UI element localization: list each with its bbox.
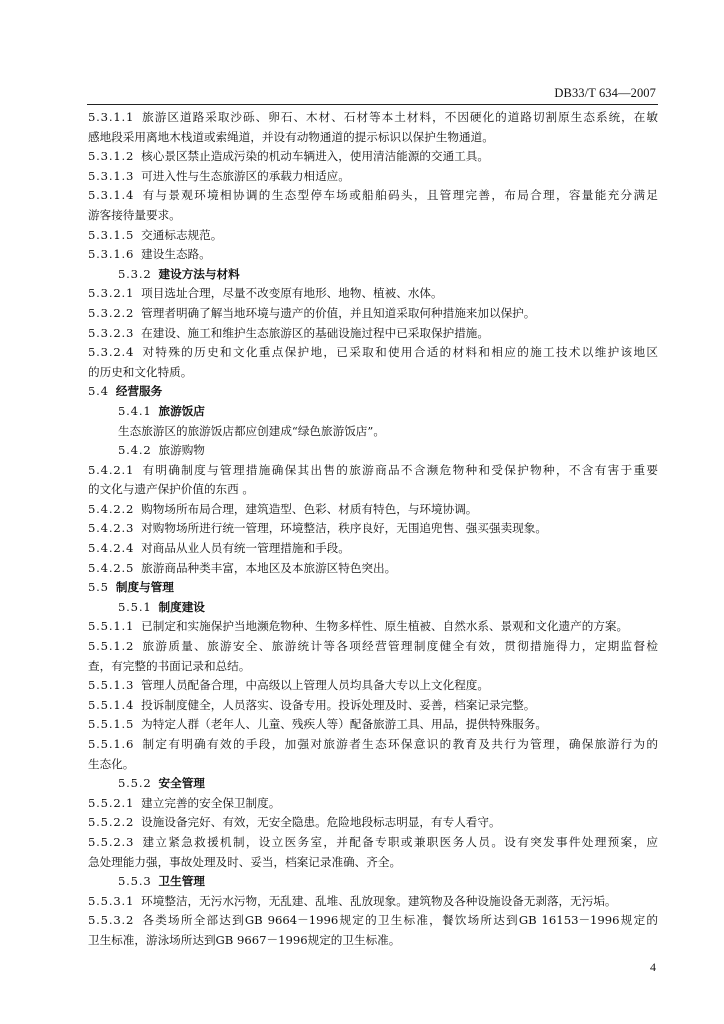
text-line [88, 284, 658, 304]
continuation-text: 游客接待量要求。 [88, 207, 181, 222]
text-line [88, 108, 658, 128]
text-line [88, 774, 658, 794]
clause-number: 5.5.2.1 [88, 795, 135, 810]
clause-text: 建立紧急救援机制，设立医务室，并配备专职或兼职医务人员。设有突发事件处理预案，应 [141, 834, 658, 849]
text-line [88, 245, 658, 265]
text-line [88, 833, 658, 853]
clause-text: 管理人员配备合理，中高级以上管理人员均具备大专以上文化程度。 [141, 678, 489, 693]
text-line [88, 500, 658, 520]
clause-text: 环境整洁，无污水污物，无乱建、乱堆、乱放现象。建筑物及各种设施设备无剥落，无污垢。 [141, 893, 617, 908]
clause-number: 5.5.1.6 [88, 737, 135, 751]
text-line [88, 598, 658, 618]
text-line [88, 853, 658, 873]
clause-number: 5.5.2.3 [88, 834, 135, 849]
header-rule [87, 104, 658, 105]
clause-number: 5.5 [88, 580, 109, 595]
continuation-text: 的历史和文化特质。 [88, 364, 193, 379]
text-line [88, 539, 658, 559]
text-line [88, 931, 658, 951]
clause-number: 5.4.2.2 [88, 501, 135, 516]
clause-number: 5.5.2 [118, 776, 152, 791]
text-line [88, 461, 658, 481]
text-line [88, 657, 658, 677]
clause-text: 各类场所全部达到GB 9664－1996规定的卫生标准，餐饮场所达到GB 16153－1996规定的 [141, 913, 658, 928]
text-line [88, 382, 658, 402]
clause-number: 5.4.2.5 [88, 560, 135, 575]
text-line [88, 715, 658, 735]
text-line [88, 696, 658, 716]
clause-text: 设施设备完好、有效，无安全隐患。危险地段标志明显，有专人看守。 [141, 815, 501, 830]
clause-number: 5.3.2.1 [88, 286, 135, 301]
text-line [88, 559, 658, 579]
document-body [88, 108, 658, 951]
clause-text: 建立完善的安全保卫制度。 [141, 795, 281, 810]
clause-number: 5.5.1.2 [88, 639, 135, 654]
clause-number: 5.3.2.2 [88, 305, 135, 320]
clause-number: 5.5.1.4 [88, 697, 135, 712]
clause-text: 经营服务 [115, 384, 163, 399]
clause-text: 对商品从业人员有统一管理措施和手段。 [141, 541, 350, 556]
text-line [88, 637, 658, 657]
text-line [88, 147, 658, 167]
clause-text: 制度建设 [158, 599, 205, 614]
text-line [88, 794, 658, 814]
clause-text: 管理者明确了解当地环境与遗产的价值，并且知道采取何种措施来加以保护。 [141, 305, 536, 320]
clause-text: 已制定和实施保护当地濒危物种、生物多样性、原生植被、自然水系、景观和文化遗产的方案。 [141, 619, 629, 634]
clause-text: 对特殊的历史和文化重点保护地，已采取和使用合适的材料和相应的施工技术以维护该地区 [141, 345, 658, 360]
continuation-text: 感地段采用离地木栈道或索绳道，并设有动物通道的提示标识以保护生物通道。 [88, 129, 494, 144]
clause-number: 5.5.1 [118, 599, 152, 614]
clause-number: 5.4.1 [118, 403, 152, 418]
clause-text: 核心景区禁止造成污染的机动车辆进入，使用清洁能源的交通工具。 [141, 149, 489, 164]
text-line [88, 402, 658, 422]
clause-text: 旅游商品种类丰富，本地区及本旅游区特色突出。 [141, 560, 397, 575]
clause-text: 制度与管理 [115, 580, 174, 595]
clause-text: 旅游购物 [158, 443, 205, 458]
continuation-text: 急处理能力强，事故处理及时、妥当，档案记录准确、齐全。 [88, 854, 402, 869]
text-line [88, 226, 658, 246]
clause-number: 5.4.2 [118, 443, 152, 458]
clause-number: 5.5.2.2 [88, 815, 135, 830]
clause-text: 建设生态路。 [141, 247, 211, 262]
clause-text: 旅游质量、旅游安全、旅游统计等各项经营管理制度健全有效，贯彻措施得力，定期监督检 [141, 639, 658, 654]
clause-text: 旅游饭店 [158, 403, 205, 418]
clause-number: 5.5.1.5 [88, 717, 135, 732]
continuation-text: 的文化与遗产保护价值的东西 。 [88, 482, 254, 497]
clause-text: 安全管理 [158, 776, 205, 791]
text-line [88, 343, 658, 363]
doc-code-header: DB33/T 634—2007 [554, 86, 656, 100]
clause-number: 5.3.1.3 [88, 168, 135, 183]
continuation-text: 生态化。 [88, 756, 135, 771]
clause-number: 5.3.1.4 [88, 188, 135, 203]
text-line [88, 892, 658, 912]
clause-number: 5.4.2.4 [88, 541, 135, 556]
clause-number: 5.5.3.2 [88, 913, 135, 928]
clause-number: 5.3.2.3 [88, 325, 135, 340]
clause-number: 5.5.3 [118, 874, 152, 889]
continuation-text: 卫生标准，游泳场所达到GB 9667－1996规定的卫生标准。 [88, 932, 401, 947]
clause-number: 5.4 [88, 384, 109, 399]
text-line [88, 128, 658, 148]
text-line [88, 617, 658, 637]
clause-text: 建设方法与材料 [158, 266, 240, 281]
text-line [88, 441, 658, 461]
text-line [88, 911, 658, 931]
clause-text: 为特定人群（老年人、儿童、残疾人等）配备旅游工具、用品，提供特殊服务。 [141, 717, 547, 732]
clause-text: 旅游区道路采取沙砾、卵石、木材、石材等本土材料，不因硬化的道路切割原生态系统，在敏 [141, 110, 658, 124]
clause-number: 5.3.2 [118, 266, 152, 281]
text-line [88, 422, 658, 442]
clause-text: 购物场所布局合理，建筑造型、色彩、材质有特色，与环境协调。 [141, 501, 478, 516]
text-line [88, 167, 658, 187]
text-line [88, 872, 658, 892]
text-line [88, 735, 658, 755]
continuation-text: 查，有完整的书面记录和总结。 [88, 658, 251, 673]
clause-text: 投诉制度健全，人员落实、设备专用。投诉处理及时、妥善，档案记录完整。 [141, 697, 536, 712]
clause-number: 5.3.1.2 [88, 149, 135, 164]
clause-number: 5.5.1.1 [88, 619, 135, 634]
page-number: 4 [650, 960, 656, 974]
clause-number: 5.3.1.6 [88, 247, 135, 262]
clause-number: 5.3.2.4 [88, 345, 135, 360]
text-line [88, 304, 658, 324]
text-line [88, 186, 658, 206]
text-line [88, 755, 658, 775]
clause-number: 5.4.2.3 [88, 521, 135, 536]
clause-number: 5.5.3.1 [88, 893, 135, 908]
text-line [88, 324, 658, 344]
clause-number: 5.3.1.5 [88, 227, 135, 242]
clause-text: 有与景观环境相协调的生态型停车场或船舶码头，且管理完善，布局合理，容量能充分满足 [141, 188, 658, 203]
clause-text: 交通标志规范。 [141, 227, 223, 242]
clause-text: 可进入性与生态旅游区的承载力相适应。 [141, 168, 350, 183]
continuation-text: 生态旅游区的旅游饭店都应创建成“绿色旅游饭店”。 [118, 423, 385, 438]
text-line [88, 480, 658, 500]
text-line [88, 813, 658, 833]
clause-text: 项目选址合理，尽量不改变原有地形、地物、植被、水体。 [141, 286, 443, 301]
text-line [88, 519, 658, 539]
text-line [88, 363, 658, 383]
clause-number: 5.4.2.1 [88, 462, 135, 477]
clause-number: 5.5.1.3 [88, 678, 135, 693]
clause-text: 卫生管理 [158, 874, 205, 889]
text-line [88, 206, 658, 226]
clause-text: 有明确制度与管理措施确保其出售的旅游商品不含濒危物种和受保护物种，不含有害于重要 [141, 462, 658, 477]
text-line [88, 676, 658, 696]
clause-number: 5.3.1.1 [88, 110, 135, 124]
clause-text: 在建设、施工和维护生态旅游区的基础设施过程中已采取保护措施。 [141, 325, 489, 340]
text-line [88, 265, 658, 285]
clause-text: 对购物场所进行统一管理，环境整洁，秩序良好，无围追兜售、强买强卖现象。 [141, 521, 547, 536]
text-line [88, 578, 658, 598]
clause-text: 制定有明确有效的手段，加强对旅游者生态环保意识的教育及共行为管理，确保旅游行为的 [141, 737, 658, 751]
